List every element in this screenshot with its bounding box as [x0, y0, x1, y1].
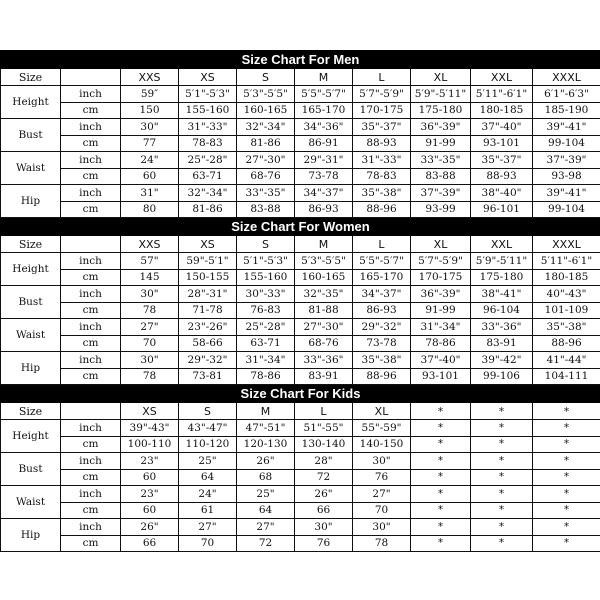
size-header-cell: *	[533, 403, 600, 420]
unit-label: cm	[61, 436, 121, 453]
unit-label: inch	[61, 486, 121, 503]
value-cell: 96-101	[471, 201, 533, 218]
value-cell: 23"-26"	[179, 319, 237, 336]
value-cell: 72	[295, 469, 353, 486]
value-cell: 37"-39"	[411, 185, 471, 202]
value-cell: 73-81	[179, 368, 237, 385]
table-row	[1, 469, 600, 486]
table-row	[1, 368, 600, 385]
value-cell: 5′9"-5′11"	[411, 86, 471, 103]
table-row	[1, 102, 600, 119]
value-cell: 93-101	[471, 135, 533, 152]
size-header-cell: XXXL	[533, 69, 600, 86]
value-cell: 68-76	[237, 168, 295, 185]
value-cell: 5′1"-5′3"	[179, 86, 237, 103]
value-cell: 5′7"-5′9"	[353, 86, 411, 103]
value-cell: 40"-43"	[533, 286, 600, 303]
table-row	[1, 201, 600, 218]
value-cell: 25"-28"	[179, 152, 237, 169]
value-cell: 130-140	[295, 436, 353, 453]
size-header-cell: M	[295, 236, 353, 253]
value-cell: 5′11"-6′1"	[471, 86, 533, 103]
value-cell: 29"-31"	[295, 152, 353, 169]
value-cell: 5′5"-5′7"	[295, 86, 353, 103]
value-cell: 71-78	[179, 302, 237, 319]
value-cell: 78	[121, 368, 179, 385]
kids-size-row	[1, 403, 600, 420]
unit-label: cm	[61, 535, 121, 552]
value-cell: 60	[121, 168, 179, 185]
value-cell: 34"-36"	[295, 119, 353, 136]
size-header-cell: M	[295, 69, 353, 86]
value-cell: 27"	[237, 519, 295, 536]
value-cell: *	[533, 535, 600, 552]
value-cell: 160-165	[295, 269, 353, 286]
value-cell: 5′9"-5′11"	[471, 253, 533, 270]
size-header-cell: XXL	[471, 69, 533, 86]
value-cell: 31"-33"	[179, 119, 237, 136]
value-cell: 88-93	[353, 135, 411, 152]
value-cell: 78-83	[179, 135, 237, 152]
unit-label: cm	[61, 469, 121, 486]
value-cell: *	[471, 502, 533, 519]
value-cell: 35"-37"	[471, 152, 533, 169]
value-cell: 76	[295, 535, 353, 552]
value-cell: 78-86	[411, 335, 471, 352]
waist-label: Waist	[1, 152, 61, 185]
value-cell: *	[533, 502, 600, 519]
value-cell: 39"-42"	[471, 352, 533, 369]
table-row	[1, 420, 600, 437]
value-cell: 99-106	[471, 368, 533, 385]
table-row	[1, 352, 600, 369]
value-cell: 180-185	[471, 102, 533, 119]
unit-label: cm	[61, 302, 121, 319]
table-row	[1, 302, 600, 319]
table-row	[1, 168, 600, 185]
value-cell: 39"-41"	[533, 119, 600, 136]
value-cell: 55"-59"	[353, 420, 411, 437]
table-row	[1, 502, 600, 519]
size-header-cell: S	[237, 236, 295, 253]
value-cell: 35"-37"	[353, 119, 411, 136]
unit-label: inch	[61, 319, 121, 336]
value-cell: 5′5"-5′7"	[353, 253, 411, 270]
value-cell: 155-160	[237, 269, 295, 286]
value-cell: *	[533, 453, 600, 470]
value-cell: 155-160	[179, 102, 237, 119]
value-cell: *	[533, 519, 600, 536]
value-cell: 27"-30"	[295, 319, 353, 336]
value-cell: 170-175	[353, 102, 411, 119]
value-cell: 31"	[121, 185, 179, 202]
size-label: Size	[1, 403, 61, 420]
value-cell: 175-180	[411, 102, 471, 119]
value-cell: 76-83	[237, 302, 295, 319]
table-row	[1, 86, 600, 103]
unit-label: cm	[61, 135, 121, 152]
value-cell: 70	[121, 335, 179, 352]
value-cell: 63-71	[237, 335, 295, 352]
value-cell: *	[411, 436, 471, 453]
value-cell: *	[411, 519, 471, 536]
value-cell: 170-175	[411, 269, 471, 286]
value-cell: *	[411, 502, 471, 519]
unit-label: inch	[61, 453, 121, 470]
unit-label: inch	[61, 420, 121, 437]
value-cell: 58-66	[179, 335, 237, 352]
value-cell: 66	[295, 502, 353, 519]
value-cell: *	[533, 469, 600, 486]
value-cell: 86-91	[295, 135, 353, 152]
value-cell: 160-165	[237, 102, 295, 119]
value-cell: 99-104	[533, 201, 600, 218]
height-label: Height	[1, 253, 61, 286]
value-cell: *	[411, 469, 471, 486]
value-cell: 64	[179, 469, 237, 486]
unit-label: cm	[61, 335, 121, 352]
unit-label: inch	[61, 352, 121, 369]
value-cell: 86-93	[353, 302, 411, 319]
value-cell: *	[471, 519, 533, 536]
value-cell: *	[411, 486, 471, 503]
bust-label: Bust	[1, 453, 61, 486]
size-header-cell: S	[179, 403, 237, 420]
value-cell: *	[533, 486, 600, 503]
size-header-cell: XS	[179, 69, 237, 86]
unit-label: cm	[61, 102, 121, 119]
value-cell: 175-180	[471, 269, 533, 286]
value-cell: 28"	[295, 453, 353, 470]
size-header-cell: *	[471, 403, 533, 420]
men-chart-title: Size Chart For Men	[1, 51, 600, 69]
value-cell: 76	[353, 469, 411, 486]
blank-cell	[61, 69, 121, 86]
table-row	[1, 535, 600, 552]
value-cell: 70	[179, 535, 237, 552]
size-header-cell: L	[353, 69, 411, 86]
value-cell: 5′7"-5′9"	[411, 253, 471, 270]
unit-label: cm	[61, 502, 121, 519]
height-label: Height	[1, 86, 61, 119]
value-cell: 81-86	[179, 201, 237, 218]
size-chart-table	[0, 50, 600, 552]
value-cell: 59"-5′1"	[179, 253, 237, 270]
value-cell: 83-88	[411, 168, 471, 185]
blank-cell	[61, 236, 121, 253]
value-cell: 86-93	[295, 201, 353, 218]
table-row	[1, 319, 600, 336]
value-cell: 145	[121, 269, 179, 286]
unit-label: inch	[61, 519, 121, 536]
table-row	[1, 453, 600, 470]
size-chart-document	[0, 50, 600, 552]
value-cell: 165-170	[295, 102, 353, 119]
value-cell: 78-83	[353, 168, 411, 185]
value-cell: 31"-34"	[411, 319, 471, 336]
value-cell: 120-130	[237, 436, 295, 453]
unit-label: inch	[61, 152, 121, 169]
unit-label: inch	[61, 86, 121, 103]
value-cell: 26"	[237, 453, 295, 470]
bust-label: Bust	[1, 286, 61, 319]
value-cell: 24"	[121, 152, 179, 169]
value-cell: 66	[121, 535, 179, 552]
value-cell: 27"	[353, 486, 411, 503]
value-cell: 25"-28"	[237, 319, 295, 336]
value-cell: *	[471, 436, 533, 453]
value-cell: *	[471, 420, 533, 437]
value-cell: 35"-38"	[353, 352, 411, 369]
value-cell: 78-86	[237, 368, 295, 385]
value-cell: 31"-33"	[353, 152, 411, 169]
value-cell: 61	[179, 502, 237, 519]
table-row	[1, 152, 600, 169]
value-cell: 83-91	[295, 368, 353, 385]
blank-cell	[61, 403, 121, 420]
unit-label: cm	[61, 368, 121, 385]
value-cell: 88-93	[471, 168, 533, 185]
value-cell: 83-91	[471, 335, 533, 352]
value-cell: 93-99	[411, 201, 471, 218]
value-cell: 91-99	[411, 135, 471, 152]
value-cell: 32"-35"	[295, 286, 353, 303]
value-cell: 59″	[121, 86, 179, 103]
value-cell: *	[411, 453, 471, 470]
value-cell: 185-190	[533, 102, 600, 119]
value-cell: 33"-35"	[237, 185, 295, 202]
value-cell: 73-78	[295, 168, 353, 185]
value-cell: 35"-38"	[533, 319, 600, 336]
value-cell: 30"	[121, 352, 179, 369]
value-cell: 5′11"-6′1"	[533, 253, 600, 270]
men-title-band	[1, 51, 600, 69]
size-label: Size	[1, 69, 61, 86]
table-row	[1, 436, 600, 453]
value-cell: 37"-40"	[411, 352, 471, 369]
value-cell: 30"-33"	[237, 286, 295, 303]
value-cell: *	[471, 535, 533, 552]
value-cell: 57"	[121, 253, 179, 270]
value-cell: 27"	[179, 519, 237, 536]
value-cell: *	[411, 420, 471, 437]
value-cell: 38"-40"	[471, 185, 533, 202]
size-header-cell: XXL	[471, 236, 533, 253]
value-cell: 33"-36"	[471, 319, 533, 336]
value-cell: 29"-32"	[353, 319, 411, 336]
value-cell: 5′3"-5′5"	[237, 86, 295, 103]
hip-label: Hip	[1, 352, 61, 385]
waist-label: Waist	[1, 319, 61, 352]
value-cell: 180-185	[533, 269, 600, 286]
value-cell: 5′3"-5′5"	[295, 253, 353, 270]
table-row	[1, 286, 600, 303]
value-cell: 23"	[121, 486, 179, 503]
value-cell: 64	[237, 502, 295, 519]
size-header-cell: XXS	[121, 69, 179, 86]
table-row	[1, 486, 600, 503]
value-cell: 78	[121, 302, 179, 319]
value-cell: 36"-39"	[411, 119, 471, 136]
women-chart-title: Size Chart For Women	[1, 218, 600, 236]
value-cell: 39"-41"	[533, 185, 600, 202]
value-cell: *	[533, 420, 600, 437]
value-cell: 60	[121, 502, 179, 519]
value-cell: 63-71	[179, 168, 237, 185]
value-cell: 93-101	[411, 368, 471, 385]
hip-label: Hip	[1, 185, 61, 218]
unit-label: inch	[61, 253, 121, 270]
value-cell: 88-96	[533, 335, 600, 352]
value-cell: 81-88	[295, 302, 353, 319]
table-row	[1, 335, 600, 352]
value-cell: 29"-32"	[179, 352, 237, 369]
unit-label: cm	[61, 168, 121, 185]
size-header-cell: L	[295, 403, 353, 420]
value-cell: 100-110	[121, 436, 179, 453]
unit-label: inch	[61, 119, 121, 136]
value-cell: 104-111	[533, 368, 600, 385]
value-cell: 31"-34"	[237, 352, 295, 369]
value-cell: 38"-41"	[471, 286, 533, 303]
value-cell: 77	[121, 135, 179, 152]
value-cell: 23"	[121, 453, 179, 470]
value-cell: 32"-34"	[237, 119, 295, 136]
value-cell: 26"	[295, 486, 353, 503]
size-header-cell: *	[411, 403, 471, 420]
value-cell: *	[471, 453, 533, 470]
size-label: Size	[1, 236, 61, 253]
value-cell: 30"	[353, 453, 411, 470]
value-cell: 99-104	[533, 135, 600, 152]
value-cell: 70	[353, 502, 411, 519]
kids-title-band	[1, 385, 600, 403]
value-cell: 68	[237, 469, 295, 486]
size-header-cell: XL	[411, 236, 471, 253]
women-size-row	[1, 236, 600, 253]
value-cell: 33"-36"	[295, 352, 353, 369]
value-cell: 27"	[121, 319, 179, 336]
value-cell: 25"	[179, 453, 237, 470]
value-cell: 110-120	[179, 436, 237, 453]
value-cell: 73-78	[353, 335, 411, 352]
value-cell: 34"-37"	[295, 185, 353, 202]
value-cell: 81-86	[237, 135, 295, 152]
size-header-cell: XS	[121, 403, 179, 420]
kids-chart-title: Size Chart For Kids	[1, 385, 600, 403]
bust-label: Bust	[1, 119, 61, 152]
waist-label: Waist	[1, 486, 61, 519]
table-row	[1, 519, 600, 536]
value-cell: 6′1"-6′3"	[533, 86, 600, 103]
women-title-band	[1, 218, 600, 236]
value-cell: 165-170	[353, 269, 411, 286]
height-label: Height	[1, 420, 61, 453]
size-header-cell: M	[237, 403, 295, 420]
table-row	[1, 185, 600, 202]
size-header-cell: XXXL	[533, 236, 600, 253]
value-cell: 47"-51"	[237, 420, 295, 437]
table-row	[1, 135, 600, 152]
value-cell: 78	[353, 535, 411, 552]
value-cell: 93-98	[533, 168, 600, 185]
table-row	[1, 253, 600, 270]
value-cell: 51"-55"	[295, 420, 353, 437]
value-cell: 32"-34"	[179, 185, 237, 202]
value-cell: 91-99	[411, 302, 471, 319]
unit-label: cm	[61, 201, 121, 218]
table-row	[1, 119, 600, 136]
size-header-cell: XL	[353, 403, 411, 420]
hip-label: Hip	[1, 519, 61, 552]
value-cell: 30"	[353, 519, 411, 536]
value-cell: *	[471, 469, 533, 486]
size-header-cell: XXS	[121, 236, 179, 253]
men-size-row	[1, 69, 600, 86]
size-header-cell: XL	[411, 69, 471, 86]
value-cell: 41"-44"	[533, 352, 600, 369]
value-cell: 28"-31"	[179, 286, 237, 303]
value-cell: 30"	[121, 119, 179, 136]
size-header-cell: S	[237, 69, 295, 86]
value-cell: 33"-35"	[411, 152, 471, 169]
value-cell: 72	[237, 535, 295, 552]
value-cell: 27"-30"	[237, 152, 295, 169]
value-cell: 30"	[121, 286, 179, 303]
value-cell: 80	[121, 201, 179, 218]
value-cell: *	[471, 486, 533, 503]
value-cell: 150-155	[179, 269, 237, 286]
value-cell: 39"-43"	[121, 420, 179, 437]
value-cell: 88-96	[353, 201, 411, 218]
unit-label: inch	[61, 286, 121, 303]
value-cell: *	[411, 535, 471, 552]
value-cell: 25"	[237, 486, 295, 503]
value-cell: 37"-39"	[533, 152, 600, 169]
value-cell: 24"	[179, 486, 237, 503]
value-cell: 26"	[121, 519, 179, 536]
unit-label: cm	[61, 269, 121, 286]
value-cell: 60	[121, 469, 179, 486]
value-cell: 37"-40"	[471, 119, 533, 136]
value-cell: 30"	[295, 519, 353, 536]
value-cell: 36"-39"	[411, 286, 471, 303]
value-cell: 140-150	[353, 436, 411, 453]
unit-label: inch	[61, 185, 121, 202]
value-cell: 101-109	[533, 302, 600, 319]
value-cell: 68-76	[295, 335, 353, 352]
value-cell: *	[533, 436, 600, 453]
value-cell: 150	[121, 102, 179, 119]
value-cell: 43"-47"	[179, 420, 237, 437]
size-header-cell: L	[353, 236, 411, 253]
value-cell: 83-88	[237, 201, 295, 218]
table-row	[1, 269, 600, 286]
value-cell: 88-96	[353, 368, 411, 385]
size-header-cell: XS	[179, 236, 237, 253]
value-cell: 96-104	[471, 302, 533, 319]
value-cell: 35"-38"	[353, 185, 411, 202]
value-cell: 34"-37"	[353, 286, 411, 303]
value-cell: 5′1"-5′3"	[237, 253, 295, 270]
